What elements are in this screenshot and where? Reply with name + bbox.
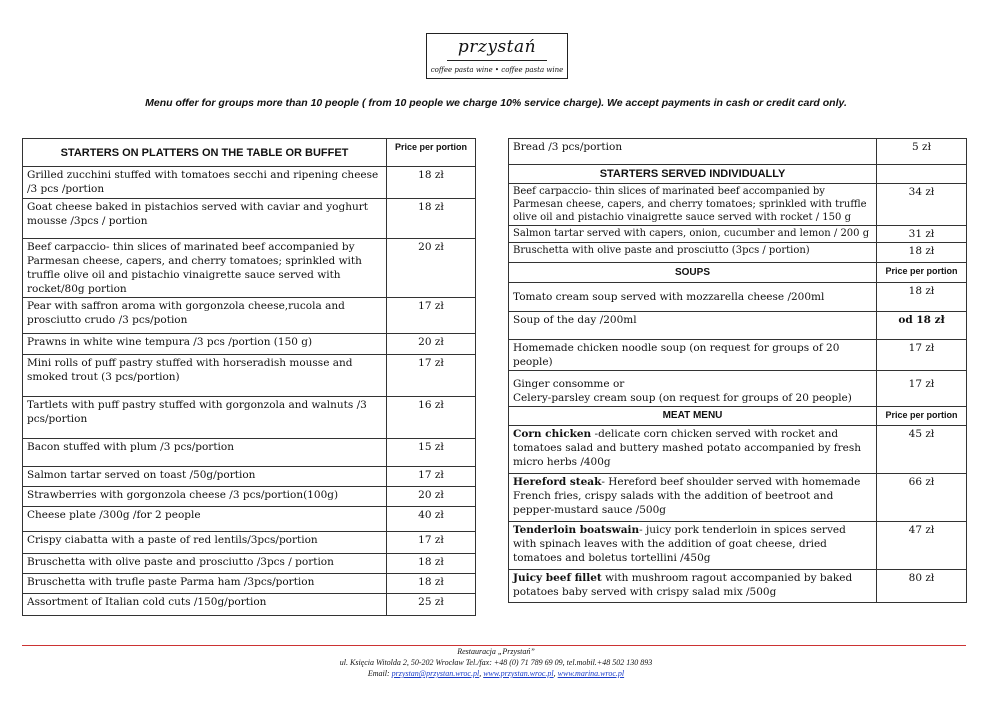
dish-title: Hereford steak [513, 476, 602, 488]
footer-website-link[interactable]: www.przystan.wroc.pl [483, 669, 554, 678]
menu-price: 17 zł [387, 467, 476, 487]
soup-option-ginger: Ginger consomme or [513, 378, 625, 390]
menu-item: Mini rolls of puff pastry stuffed with horseradish mousse and smoked trout (3 pcs/portion) [23, 355, 387, 397]
logo-tagline: coffee pasta wine • coffee pasta wine [430, 66, 564, 74]
footer-restaurant-name: Restauracja „Przystań” [457, 647, 535, 656]
soup-option-celery: Celery-parsley cream soup (on request for groups of 20 people) [513, 392, 852, 404]
menu-item: Goat cheese baked in pistachios served with caviar and yoghurt mousse /3pcs / portion [23, 199, 387, 239]
menu-price: 20 zł [387, 487, 476, 507]
footer-email-link[interactable]: przystan@przystan.wroc.pl [391, 669, 480, 678]
menu-price: 25 zł [387, 594, 476, 616]
dish-description: -delicate corn chicken served with rocket and tomatoes salad and buttery mashed potato accompanied by fresh micro herbs /400g [513, 428, 862, 468]
logo-name: przystań [457, 37, 537, 57]
dish-title: Tenderloin boatswain [513, 524, 640, 536]
right-menu-table [508, 138, 967, 603]
dish-description: with mushroom ragout accompanied by baked potatoes baby served with crispy salad mix /500g [513, 572, 853, 598]
menu-price: 17 zł [877, 371, 967, 407]
menu-item: Crispy ciabatta with a paste of red lentils/3pcs/portion [23, 532, 387, 554]
menu-price: 16 zł [387, 397, 476, 439]
menu-price: 34 zł [877, 184, 967, 226]
footer-address: ul. Księcia Witolda 2, 50-202 Wrocław Tel./fax: +48 (0) 71 789 69 09, tel.mobil.+48 502 130 893 [339, 658, 653, 667]
menu-item: Cheese plate /300g /for 2 people [23, 507, 387, 532]
footer-marina-link[interactable]: www.marina.wroc.pl [557, 669, 625, 678]
menu-price: 18 zł [387, 574, 476, 594]
menu-price: od 18 zł [877, 312, 967, 340]
menu-price: 47 zł [877, 522, 967, 570]
starters-individual-header: STARTERS SERVED INDIVIDUALLY [509, 165, 877, 184]
starters-platters-header: STARTERS ON PLATTERS ON THE TABLE OR BUFFET [23, 139, 387, 167]
menu-item: Tomato cream soup served with mozzarella cheese /200ml [509, 283, 877, 312]
menu-item [509, 570, 877, 603]
menu-price: 31 zł [877, 226, 967, 243]
menu-item: Salmon tartar served on toast /50g/portion [23, 467, 387, 487]
dish-description: - Hereford beef shoulder served with homemade French fries, crispy salads with the addition of beetroot and pepper-mustard sauce /500g [513, 476, 861, 516]
menu-price: 18 zł [877, 283, 967, 312]
menu-item: Strawberries with gorgonzola cheese /3 pcs/portion(100g) [23, 487, 387, 507]
menu-price: 80 zł [877, 570, 967, 603]
menu-price: 18 zł [387, 554, 476, 574]
menu-item: Bacon stuffed with plum /3 pcs/portion [23, 439, 387, 467]
menu-price: 5 zł [877, 139, 967, 165]
menu-item: Salmon tartar served with capers, onion, cucumber and lemon / 200 g [509, 226, 877, 243]
logo-divider [447, 60, 547, 61]
menu-price: 66 zł [877, 474, 967, 522]
footer-separator: , [479, 669, 482, 678]
dish-description: - juicy pork tenderloin in spices served with spinach leaves with the addition of goat cheese, dried tomatoes and boletus tortellini /450g [513, 524, 846, 564]
intro-text: Menu offer for groups more than 10 people ( from 10 people we charge 10% service charge). We accept payments in cash or credit card only. [145, 97, 847, 109]
menu-price: 20 zł [387, 334, 476, 355]
menu-item: Bruschetta with olive paste and prosciutto /3pcs / portion [23, 554, 387, 574]
menu-item: Grilled zucchini stuffed with tomatoes secchi and ripening cheese /3 pcs /portion [23, 167, 387, 199]
menu-item [509, 522, 877, 570]
menu-item: Beef carpaccio- thin slices of marinated beef accompanied by Parmesan cheese, capers, and cherry tomatoes; sprinkled with truffle olive oil and pistachio vinaigrette sauce served with rocket / 150 g [509, 184, 877, 226]
price-header: Price per portion [877, 407, 967, 426]
footer-email-label: Email: [367, 669, 390, 678]
menu-item [509, 371, 877, 407]
menu-price: 17 zł [387, 532, 476, 554]
menu-item: Homemade chicken noodle soup (on request for groups of 20 people) [509, 340, 877, 371]
menu-item: Bruschetta with trufle paste Parma ham /3pcs/portion [23, 574, 387, 594]
menu-price: 40 zł [387, 507, 476, 532]
menu-item: Beef carpaccio- thin slices of marinated beef accompanied by Parmesan cheese, capers, and cherry tomatoes; sprinkled with truffle olive oil and pistachio vinaigrette sauce served with rocket/80g portion [23, 239, 387, 298]
menu-item: Pear with saffron aroma with gorgonzola cheese,rucola and prosciutto crudo /3 pcs/potion [23, 298, 387, 334]
price-header: Price per portion [877, 263, 967, 283]
logo [426, 33, 568, 79]
left-menu-table [22, 138, 476, 616]
price-header: Price per portion [387, 139, 476, 167]
menu-item [509, 426, 877, 474]
menu-price: 15 zł [387, 439, 476, 467]
empty-cell [877, 165, 967, 184]
menu-price: 17 zł [387, 298, 476, 334]
dish-title: Corn chicken [513, 428, 592, 440]
footer-separator: , [553, 669, 556, 678]
dish-title: Juicy beef fillet [513, 572, 602, 584]
menu-item: Bruschetta with olive paste and prosciutto (3pcs / portion) [509, 243, 877, 263]
menu-price: 45 zł [877, 426, 967, 474]
menu-price: 20 zł [387, 239, 476, 298]
footer [0, 646, 992, 679]
menu-item: Soup of the day /200ml [509, 312, 877, 340]
menu-price: 18 zł [387, 199, 476, 239]
menu-price: 17 zł [387, 355, 476, 397]
footer-contacts [0, 668, 992, 679]
menu-item [509, 474, 877, 522]
menu-price: 18 zł [877, 243, 967, 263]
menu-item-bread: Bread /3 pcs/portion [509, 139, 877, 165]
menu-item: Assortment of Italian cold cuts /150g/portion [23, 594, 387, 616]
menu-item: Tartlets with puff pastry stuffed with gorgonzola and walnuts /3 pcs/portion [23, 397, 387, 439]
soups-header: SOUPS [509, 263, 877, 283]
menu-price: 18 zł [387, 167, 476, 199]
menu-item: Prawns in white wine tempura /3 pcs /portion (150 g) [23, 334, 387, 355]
meat-menu-header: MEAT MENU [509, 407, 877, 426]
menu-price: 17 zł [877, 340, 967, 371]
